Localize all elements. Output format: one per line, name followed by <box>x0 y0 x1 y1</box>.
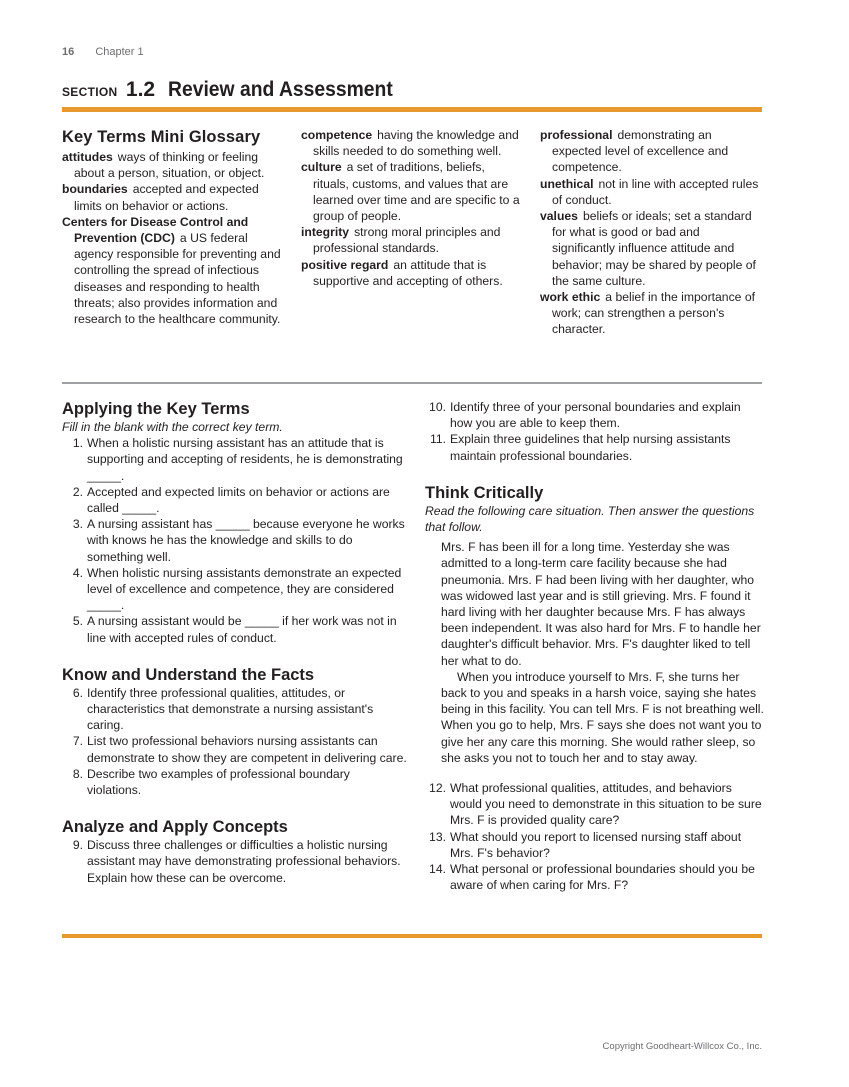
glossary-definition: beliefs or ideals; set a standard for what is good or bad and significantly influence attitude and behavior; may be shared by people of the same culture. <box>552 209 756 288</box>
know-heading: Know and Understand the Facts <box>62 665 315 684</box>
applying-instruction: Fill in the blank with the correct key term. <box>62 420 283 434</box>
glossary-definition: accepted and expected limits on behavior or actions. <box>74 182 259 213</box>
question-item <box>425 861 765 893</box>
question-item <box>62 484 407 516</box>
glossary-entry <box>540 289 762 338</box>
section-title-rule <box>62 107 762 112</box>
glossary-column-3 <box>540 127 762 338</box>
glossary-entry <box>62 149 284 181</box>
glossary-entry <box>540 208 762 289</box>
question-number: 6. <box>72 685 83 700</box>
question-item <box>62 837 407 886</box>
glossary-entry <box>62 181 284 213</box>
question-text: Discuss three challenges or difficulties a holistic nursing assistant may have demonstrating professional behaviors. Explain how these can be overcome. <box>87 838 401 885</box>
glossary-term: integrity <box>301 225 350 240</box>
question-number: 12. <box>429 781 446 796</box>
question-item <box>62 565 407 614</box>
glossary-entry <box>62 214 284 327</box>
question-item <box>62 685 407 734</box>
right-question-column <box>425 399 765 893</box>
glossary-definition: a US federal agency responsible for preventing and controlling the spread of infectious diseases and responding to health threats; also provides information and research to the healthcare community. <box>74 231 281 327</box>
glossary-term: boundaries <box>62 182 128 197</box>
chapter-label: Chapter 1 <box>95 46 144 58</box>
question-item <box>425 399 765 431</box>
section-number: 1.2 <box>125 78 156 101</box>
question-text: What personal or professional boundaries should you be aware of when caring for Mrs. F? <box>450 862 755 893</box>
think-instruction: Read the following care situation. Then answer the questions that follow. <box>425 503 755 535</box>
question-number: 3. <box>72 517 83 532</box>
question-number: 14. <box>429 862 446 877</box>
copyright-footer: Copyright Goodheart-Willcox Co., Inc. <box>602 1041 762 1052</box>
question-item <box>425 431 765 463</box>
glossary-term: professional <box>540 128 613 142</box>
question-text: A nursing assistant has _____ because everyone he works with knows he has the knowledge and skills to do something well. <box>87 517 405 564</box>
question-item <box>62 766 407 798</box>
question-number: 9. <box>72 838 83 853</box>
glossary-term: attitudes <box>62 150 113 164</box>
question-text: Identify three professional qualities, attitudes, or characteristics that demonstrate a nursing assistant's caring. <box>87 685 374 733</box>
question-number: 4. <box>72 565 83 580</box>
section-label: SECTION <box>62 85 118 99</box>
glossary-definition: a belief in the importance of work; can strengthen a person's character. <box>552 290 756 337</box>
think-heading: Think Critically <box>425 483 544 502</box>
glossary-term: Centers for Disease Control and Prevention (CDC) <box>62 214 249 246</box>
glossary-term: unethical <box>540 176 594 191</box>
glossary-entry <box>540 127 762 176</box>
section-title <box>62 78 412 102</box>
question-text: List two professional behaviors nursing assistants can demonstrate to show they are competent in delivering care. <box>87 734 407 765</box>
question-text: Accepted and expected limits on behavior or actions are called _____. <box>87 484 390 516</box>
question-number: 8. <box>72 766 83 781</box>
question-text: What professional qualities, attitudes, and behaviors would you need to demonstrate in this situation to be sure Mrs. F is provided quality care? <box>450 781 762 828</box>
glossary-definition: demonstrating an expected level of excellence and competence. <box>552 128 729 175</box>
question-text: What should you report to licensed nursing staff about Mrs. F's behavior? <box>450 829 742 860</box>
page-number: 16 <box>62 46 75 58</box>
question-item <box>62 613 407 645</box>
glossary-entry <box>540 176 762 208</box>
glossary-definition: strong moral principles and professional standards. <box>313 225 501 256</box>
glossary-entry <box>301 159 523 224</box>
glossary-column-1 <box>62 127 284 327</box>
know-questions <box>62 685 407 798</box>
glossary-definition: ways of thinking or feeling about a person, situation, or object. <box>74 150 265 181</box>
glossary-term: values <box>540 209 578 224</box>
glossary-definition: having the knowledge and skills needed to do something well. <box>313 128 519 159</box>
glossary-entry <box>301 127 523 159</box>
question-number: 13. <box>429 829 446 844</box>
section-heading: Review and Assessment <box>167 78 393 101</box>
question-number: 11. <box>429 432 446 447</box>
question-number: 10. <box>429 400 446 414</box>
glossary-divider <box>62 382 762 384</box>
question-item <box>62 516 407 565</box>
question-text: Describe two examples of professional boundary violations. <box>87 766 350 798</box>
question-number: 1. <box>72 436 83 451</box>
applying-heading: Applying the Key Terms <box>62 400 250 418</box>
question-item <box>62 435 407 484</box>
care-scenario <box>425 539 765 766</box>
question-text: Explain three guidelines that help nursing assistants maintain professional boundaries. <box>450 432 731 463</box>
glossary-definition: a set of traditions, beliefs, rituals, customs, and values that are learned over time and are specific to a group of people. <box>313 160 520 224</box>
glossary-term: work ethic <box>540 290 601 305</box>
glossary-title: Key Terms Mini Glossary <box>62 128 261 146</box>
glossary-column-2 <box>301 127 523 289</box>
question-text: When a holistic nursing assistant has an attitude that is supporting and accepting of residents, he is demonstrating _____. <box>87 436 403 483</box>
glossary-term: competence <box>301 128 373 142</box>
question-item <box>425 780 765 829</box>
question-number: 7. <box>72 734 83 749</box>
glossary-definition: not in line with accepted rules of conduct. <box>552 176 759 207</box>
applying-questions <box>62 435 407 646</box>
question-text: A nursing assistant would be _____ if her work was not in line with accepted rules of conduct. <box>87 614 397 645</box>
think-questions <box>425 780 765 893</box>
question-number: 5. <box>72 614 83 629</box>
question-item <box>425 829 765 861</box>
analyze-heading: Analyze and Apply Concepts <box>62 818 288 837</box>
scenario-paragraph: When you introduce yourself to Mrs. F, she turns her back to you and speaks in a harsh voice, saying she hates being in this facility. You can tell Mrs. F is not breathing well. When you go to help, Mrs. F says she does not want you to give her any care this morning. She would rather sleep, so she asks you not to touch her and to stay away. <box>441 669 764 765</box>
page-header <box>62 46 144 58</box>
glossary-term: positive regard <box>301 257 389 272</box>
analyze-questions <box>62 837 407 886</box>
analyze-questions-continued <box>425 399 765 464</box>
glossary-definition: an attitude that is supportive and accepting of others. <box>313 257 503 288</box>
section-end-rule <box>62 934 762 938</box>
scenario-paragraph: Mrs. F has been ill for a long time. Yesterday she was admitted to a long-term care facility because she had pneumonia. Mrs. F had been living with her daughter, who was widowed last year and is still grieving. Mrs. F found it hard living with her daughter because Mrs. F has always been independent. It was also hard for Mrs. F to handle her daughter's difficult behavior. Mrs. F's daughter liked to tell her what to do. <box>441 540 761 668</box>
glossary-entry <box>301 224 523 256</box>
question-number: 2. <box>72 484 83 499</box>
glossary-entry <box>301 257 523 289</box>
question-item <box>62 733 407 765</box>
left-question-column <box>62 399 407 886</box>
question-text: Identify three of your personal boundaries and explain how you are able to keep them. <box>450 400 741 431</box>
question-text: When holistic nursing assistants demonstrate an expected level of excellence and competence, they are considered _____. <box>87 565 402 613</box>
glossary-term: culture <box>301 160 342 175</box>
